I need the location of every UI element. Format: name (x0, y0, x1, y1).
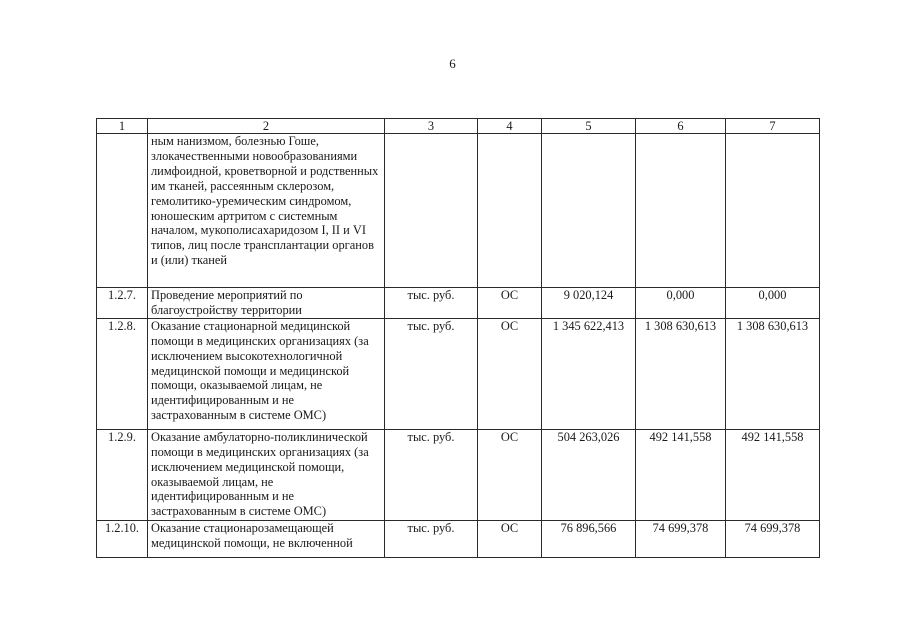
row-number: 1.2.8. (97, 318, 148, 429)
source-cell (478, 134, 542, 288)
row-value-6: 492 141,558 (636, 429, 726, 520)
row-description: Оказание амбулаторно-поликлинической помощи в медицинских организациях (за исключением медицинской помощи, оказываемой лицам, не идентифицированным и не застрахованным в системе ОМС) (148, 429, 385, 520)
table-row (97, 520, 820, 557)
header-cell-3: 3 (385, 119, 478, 134)
row-value-5: 504 263,026 (542, 429, 636, 520)
row-number: 1.2.7. (97, 288, 148, 319)
table-row (97, 318, 820, 429)
budget-table (96, 118, 820, 558)
continuation-description: ным нанизмом, болезнью Гоше, злокачественными новообразованиями лимфоидной, кроветворной и родственных им тканей, рассеянным склерозом, гемолитико-уремическим синдромом, юношеским артритом с системным началом, мукополисахаридозом I, II и VI типов, лиц после трансплантации органов и (или) тканей (148, 134, 385, 288)
table-row (97, 429, 820, 520)
value-cell-5 (542, 134, 636, 288)
row-value-6: 1 308 630,613 (636, 318, 726, 429)
row-value-7: 74 699,378 (726, 520, 820, 557)
row-source: ОС (478, 318, 542, 429)
header-cell-4: 4 (478, 119, 542, 134)
row-value-5: 76 896,566 (542, 520, 636, 557)
row-value-5: 1 345 622,413 (542, 318, 636, 429)
table-row (97, 288, 820, 319)
row-unit: тыс. руб. (385, 288, 478, 319)
row-value-6: 74 699,378 (636, 520, 726, 557)
header-cell-7: 7 (726, 119, 820, 134)
value-cell-6 (636, 134, 726, 288)
row-value-7: 492 141,558 (726, 429, 820, 520)
row-source: ОС (478, 520, 542, 557)
row-number: 1.2.10. (97, 520, 148, 557)
row-source: ОС (478, 288, 542, 319)
row-description: Оказание стационарозамещающей медицинской помощи, не включенной (148, 520, 385, 557)
row-value-7: 0,000 (726, 288, 820, 319)
table-header-row (97, 119, 820, 134)
row-value-6: 0,000 (636, 288, 726, 319)
page-number: 6 (449, 56, 456, 71)
header-cell-2: 2 (148, 119, 385, 134)
row-number: 1.2.9. (97, 429, 148, 520)
row-unit: тыс. руб. (385, 318, 478, 429)
row-unit: тыс. руб. (385, 429, 478, 520)
row-number-cell (97, 134, 148, 288)
row-value-5: 9 020,124 (542, 288, 636, 319)
header-cell-1: 1 (97, 119, 148, 134)
unit-cell (385, 134, 478, 288)
header-cell-5: 5 (542, 119, 636, 134)
row-description: Оказание стационарной медицинской помощи в медицинских организациях (за исключением высокотехнологичной медицинской помощи и медицинской помощи, оказываемой лицам, не идентифицированным и не застрахованным в системе ОМС) (148, 318, 385, 429)
row-description: Проведение мероприятий по благоустройству территории (148, 288, 385, 319)
table-row-continuation (97, 134, 820, 288)
row-source: ОС (478, 429, 542, 520)
header-cell-6: 6 (636, 119, 726, 134)
value-cell-7 (726, 134, 820, 288)
row-unit: тыс. руб. (385, 520, 478, 557)
row-value-7: 1 308 630,613 (726, 318, 820, 429)
